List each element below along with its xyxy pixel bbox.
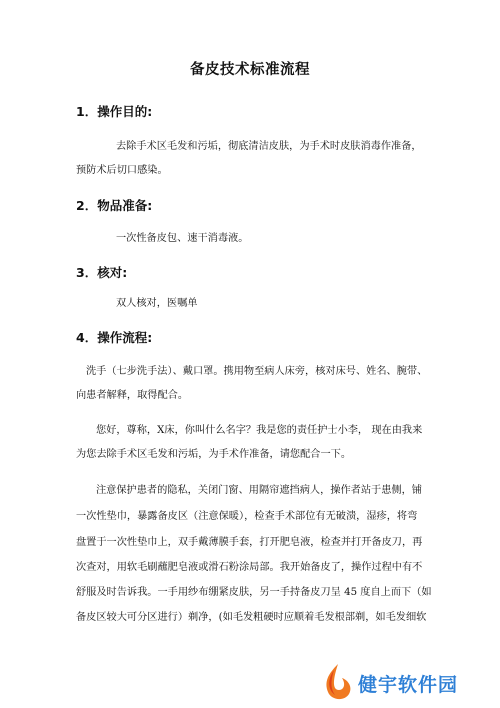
watermark-text: 健宇软件园 [358,674,459,696]
procedure-line-7: 盘置于一次性垫巾上，双手戴薄膜手套，打开肥皂液，检查并打开备皮刀，再 [76,537,423,548]
section-heading-verify: 3．核对: [76,265,128,280]
procedure-line-5: 注意保护患者的隐私，关闭门窗、用隔帘遮挡病人，操作者站于患侧，铺 [96,485,422,496]
procedure-line-2: 向患者解释，取得配合。 [76,390,189,401]
document-title: 备皮技术标准流程 [190,62,310,78]
verify-line: 双人核对，医嘱单 [116,298,198,309]
section-heading-procedure: 4．操作流程: [76,330,153,345]
procedure-line-10: 备皮区较大可分区进行）剃净，(如毛发粗硬时应顺着毛发根部剃，如毛发细软 [76,612,427,623]
procedure-line-6: 一次性垫巾，暴露备皮区（注意保暖），检查手术部位有无破溃，湿疹，将弯 [76,511,418,522]
procedure-line-1: 洗手（七步洗手法）、戴口罩。携用物至病人床旁，核对床号、姓名、腕带、 [86,366,428,377]
section-heading-supplies: 2．物品准备: [76,198,153,213]
purpose-line-1: 去除手术区毛发和污垢，彻底清洁皮肤，为手术时皮肤消毒作准备， [116,141,422,152]
procedure-line-9: 舒服及时告诉我。一手用纱布绷紧皮肤，另一手持备皮刀呈 45 度自上而下（如 [76,587,432,598]
procedure-line-4: 为您去除手术区毛发和污垢，为手术作准备，请您配合一下。 [76,449,352,460]
supplies-line: 一次性备皮包、速干消毒液。 [116,233,249,244]
watermark-logo [318,660,498,704]
flame-logo-icon [318,660,358,704]
section-heading-purpose: 1．操作目的: [76,104,153,119]
purpose-line-2: 预防术后切口感染。 [76,165,168,176]
procedure-line-3: 您好，尊称，X床，你叫什么名字？我是您的责任护士小李， 现在由我来 [96,425,423,436]
procedure-line-8: 次查对，用软毛刷蘸肥皂液或滑石粉涂局部。我开始备皮了，操作过程中有不 [76,562,423,573]
